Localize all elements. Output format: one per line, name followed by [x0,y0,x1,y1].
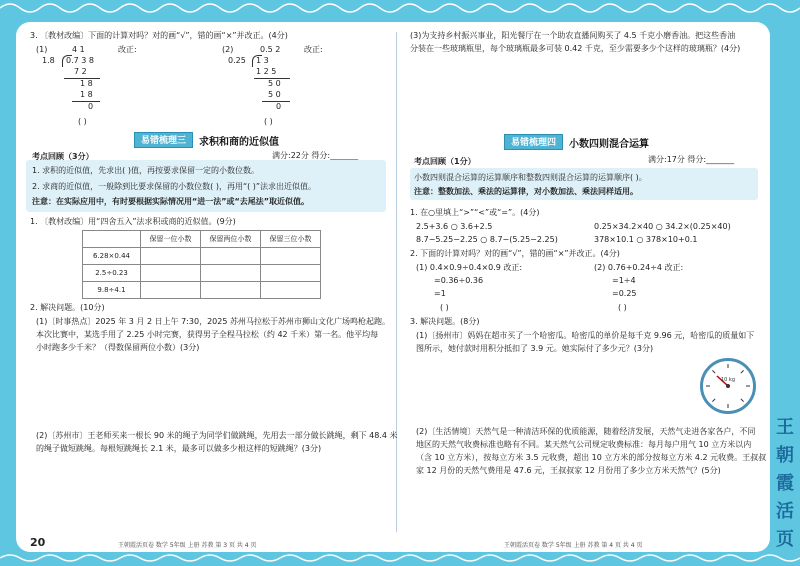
div2-divisor: 0.25 [228,56,246,65]
recall-2: 2. 求商的近似值，一般除到比要求保留的小数位数( )，再用“( )”法求出近似值。 [32,182,317,191]
div1-row2: 1 8 [80,79,93,88]
table-cell[interactable] [201,248,261,265]
table-cell[interactable] [141,265,201,282]
q2-1-a: (1)〔时事热点〕2025 年 3 月 2 日上午 7:30，2025 苏州马拉松于苏州市狮山文化广场鸣枪起跑。 [36,317,390,326]
div2-row2: 5 0 [268,79,281,88]
prob2-c: （含 10 立方米），按每立方米 3.5 元收费，超出 10 立方米的部分按每立方米 4.2 元收费。王叔叔 [416,453,767,462]
q3-1-correct: 改正: [118,45,137,54]
q2-1-b: 本次比赛中，某选手用了 2.25 小时完赛，获得男子全程马拉松（约 42 千米）第一名。他平均每 [36,330,379,339]
banner-title: 小数四则混合运算 [569,138,650,150]
q1-line: 1. 〔教材改编〕用“四舍五入”法求积或商的近似值。(9分) [30,217,236,226]
q2-line: 2. 解决问题。(10分) [30,303,105,312]
err2-paren: ( ) [618,303,627,312]
scale-dial-icon [700,358,756,414]
wave-border-top [0,0,800,14]
q2-line: 2. 下面的计算对吗？对的画“√”，错的画“×”并改正。(4分) [410,249,620,258]
page-number: 20 [30,536,46,549]
err1-paren: ( ) [440,303,449,312]
q2-2-b: 的绳子做短跳绳。每根短跳绳长 2.1 米，最多可以做多少根这样的短跳绳？(3分) [36,444,322,453]
compare-3: 8.7−5.25−2.25 ○ 8.7−(5.25−2.25) [416,235,558,244]
banner-title: 求积和商的近似值 [199,136,280,148]
err2-b: =1÷4 [612,276,636,285]
table-cell[interactable] [261,265,321,282]
div2-quotient: 0.5 2 [260,45,281,54]
table-cell[interactable] [201,265,261,282]
prob2-d: 家 12 月份的天然气费用是 47.6 元，王叔叔家 12 月份用了多少立方米天然气？(5分) [416,466,721,475]
left-column [22,30,398,549]
q3-2-paren: ( ) [264,117,273,126]
table-cell[interactable] [141,248,201,265]
compare-1: 2.5+3.6 ○ 3.6+2.5 [416,222,493,231]
recall-title: 考点回顾（3分） [32,152,94,161]
recall-1: 小数四则混合运算的运算顺序和整数四则混合运算的运算顺序( )。 [414,173,647,182]
score-line: 满分:17分 得分:_______ [648,155,735,164]
compare-2: 0.25×34.2×40 ○ 34.2×(0.25×40) [594,222,731,231]
approx-table [82,230,321,299]
div2-row4: 0 [276,102,282,111]
scale-face [703,361,753,411]
div1-quotient: 4 1 [72,45,85,54]
table-header: 保留三位小数 [261,231,321,248]
div2-row3: 5 0 [268,90,281,99]
score-line: 满分:22分 得分:_______ [272,151,359,160]
err1-c: =1 [434,289,446,298]
table-cell[interactable] [141,282,201,299]
column-divider [396,32,397,532]
q2-1-c: 小时跑多少千米？（得数保留两位小数）(3分) [36,343,200,352]
table-header: 保留两位小数 [201,231,261,248]
div2-row1: 1 2 5 [256,67,277,76]
table-cell[interactable] [261,282,321,299]
table-corner [83,231,141,248]
compare-4: 378×10.1 ○ 378×10+0.1 [594,235,698,244]
q3-line: 3. 〔教材改编〕下面的计算对吗？对的画“√”，错的画“×”并改正。(4分) [30,31,288,40]
q3-1-paren: ( ) [78,117,87,126]
q3-3-b: 分装在一些玻璃瓶里，每个玻璃瓶最多可装 0.42 千克，至少需要多少个这样的玻璃瓶？(4分) [410,44,741,53]
div1-row4: 0 [88,102,94,111]
div1-rule2 [72,101,100,102]
err1-b: =0.36÷0.36 [434,276,484,285]
banner-box: 易错梳理四 [504,134,563,150]
banner-box: 易错梳理三 [134,132,193,148]
q3-2-correct: 改正: [304,45,323,54]
div1-dividend: 0.7 3 8 [66,56,94,65]
q2-2-a: (2)〔苏州市〕王老师买来一根长 90 米的绳子为同学们做跳绳，先用去一部分做长跳绳，剩下 48.4 米 [36,431,398,440]
table-row-label: 9.8÷4.1 [83,282,141,299]
div2-dividend: 1 3 [256,56,269,65]
q3-2-label: (2) [222,45,234,54]
footer-right: 王朝霞活页卷 数学 5年级 上册 苏教 第 4 页 共 4 页 [504,542,643,549]
right-column [404,30,767,549]
recall-3: 注意：在实际应用中，有时要根据实际情况用“进一法”或“去尾法”取近似值。 [32,197,310,206]
wave-border-bottom [0,552,800,566]
err2-a: (2) 0.76+0.24÷4 改正: [594,263,684,272]
brand-logo: 王朝霞活页 [776,417,794,550]
recall-1: 1. 求积的近似值，先求出( )值，再按要求保留一定的小数位数。 [32,166,259,175]
worksheet [16,22,770,552]
section-banner-3 [134,132,279,148]
recall-title: 考点回顾（1分） [414,157,476,166]
prob2-b: 地区的天然气收费标准也略有不同。某天然气公司规定收费标准：每月每户用气 10 立方米以内 [416,440,752,449]
q3-3-a: (3)为支持乡村振兴事业，阳光餐厅在一个助农直播间购买了 4.5 千克小磨香油。把这些香油 [410,31,736,40]
recall-2: 注意：整数加法、乘法的运算律，对小数加法、乘法同样适用。 [414,187,638,196]
table-row-label: 2.5÷0.23 [83,265,141,282]
err2-c: =0.25 [612,289,637,298]
table-cell[interactable] [201,282,261,299]
prob1-a: (1)〔扬州市〕妈妈在超市买了一个哈密瓜。哈密瓜的单价是每千克 9.96 元，哈密瓜的质量如下 [416,331,755,340]
prob1-b: 图所示，她付款时用积分抵扣了 3.9 元。她实际付了多少元？(3分) [416,344,654,353]
table-header: 保留一位小数 [141,231,201,248]
section-banner-4 [504,134,649,150]
footer-left: 王朝霞活页卷 数学 5年级 上册 苏教 第 3 页 共 4 页 [118,542,257,549]
div1-divisor: 1.8 [42,56,55,65]
table-row-label: 6.28×0.44 [83,248,141,265]
err1-a: (1) 0.4×0.9÷0.4×0.9 改正: [416,263,523,272]
prob2-a: (2)〔生活情境〕天然气是一种清洁环保的优质能源，随着经济发展，天然气走进各家各户，不同 [416,427,756,436]
table-cell[interactable] [261,248,321,265]
q3-1-label: (1) [36,45,48,54]
div1-row3: 1 8 [80,90,93,99]
div1-row1: 7 2 [74,67,87,76]
scale-unit: 10 kg [720,377,736,383]
q1-line: 1. 在○里填上“>”“<”或“=”。(4分) [410,208,540,217]
q3-line: 3. 解决问题。(8分) [410,317,480,326]
